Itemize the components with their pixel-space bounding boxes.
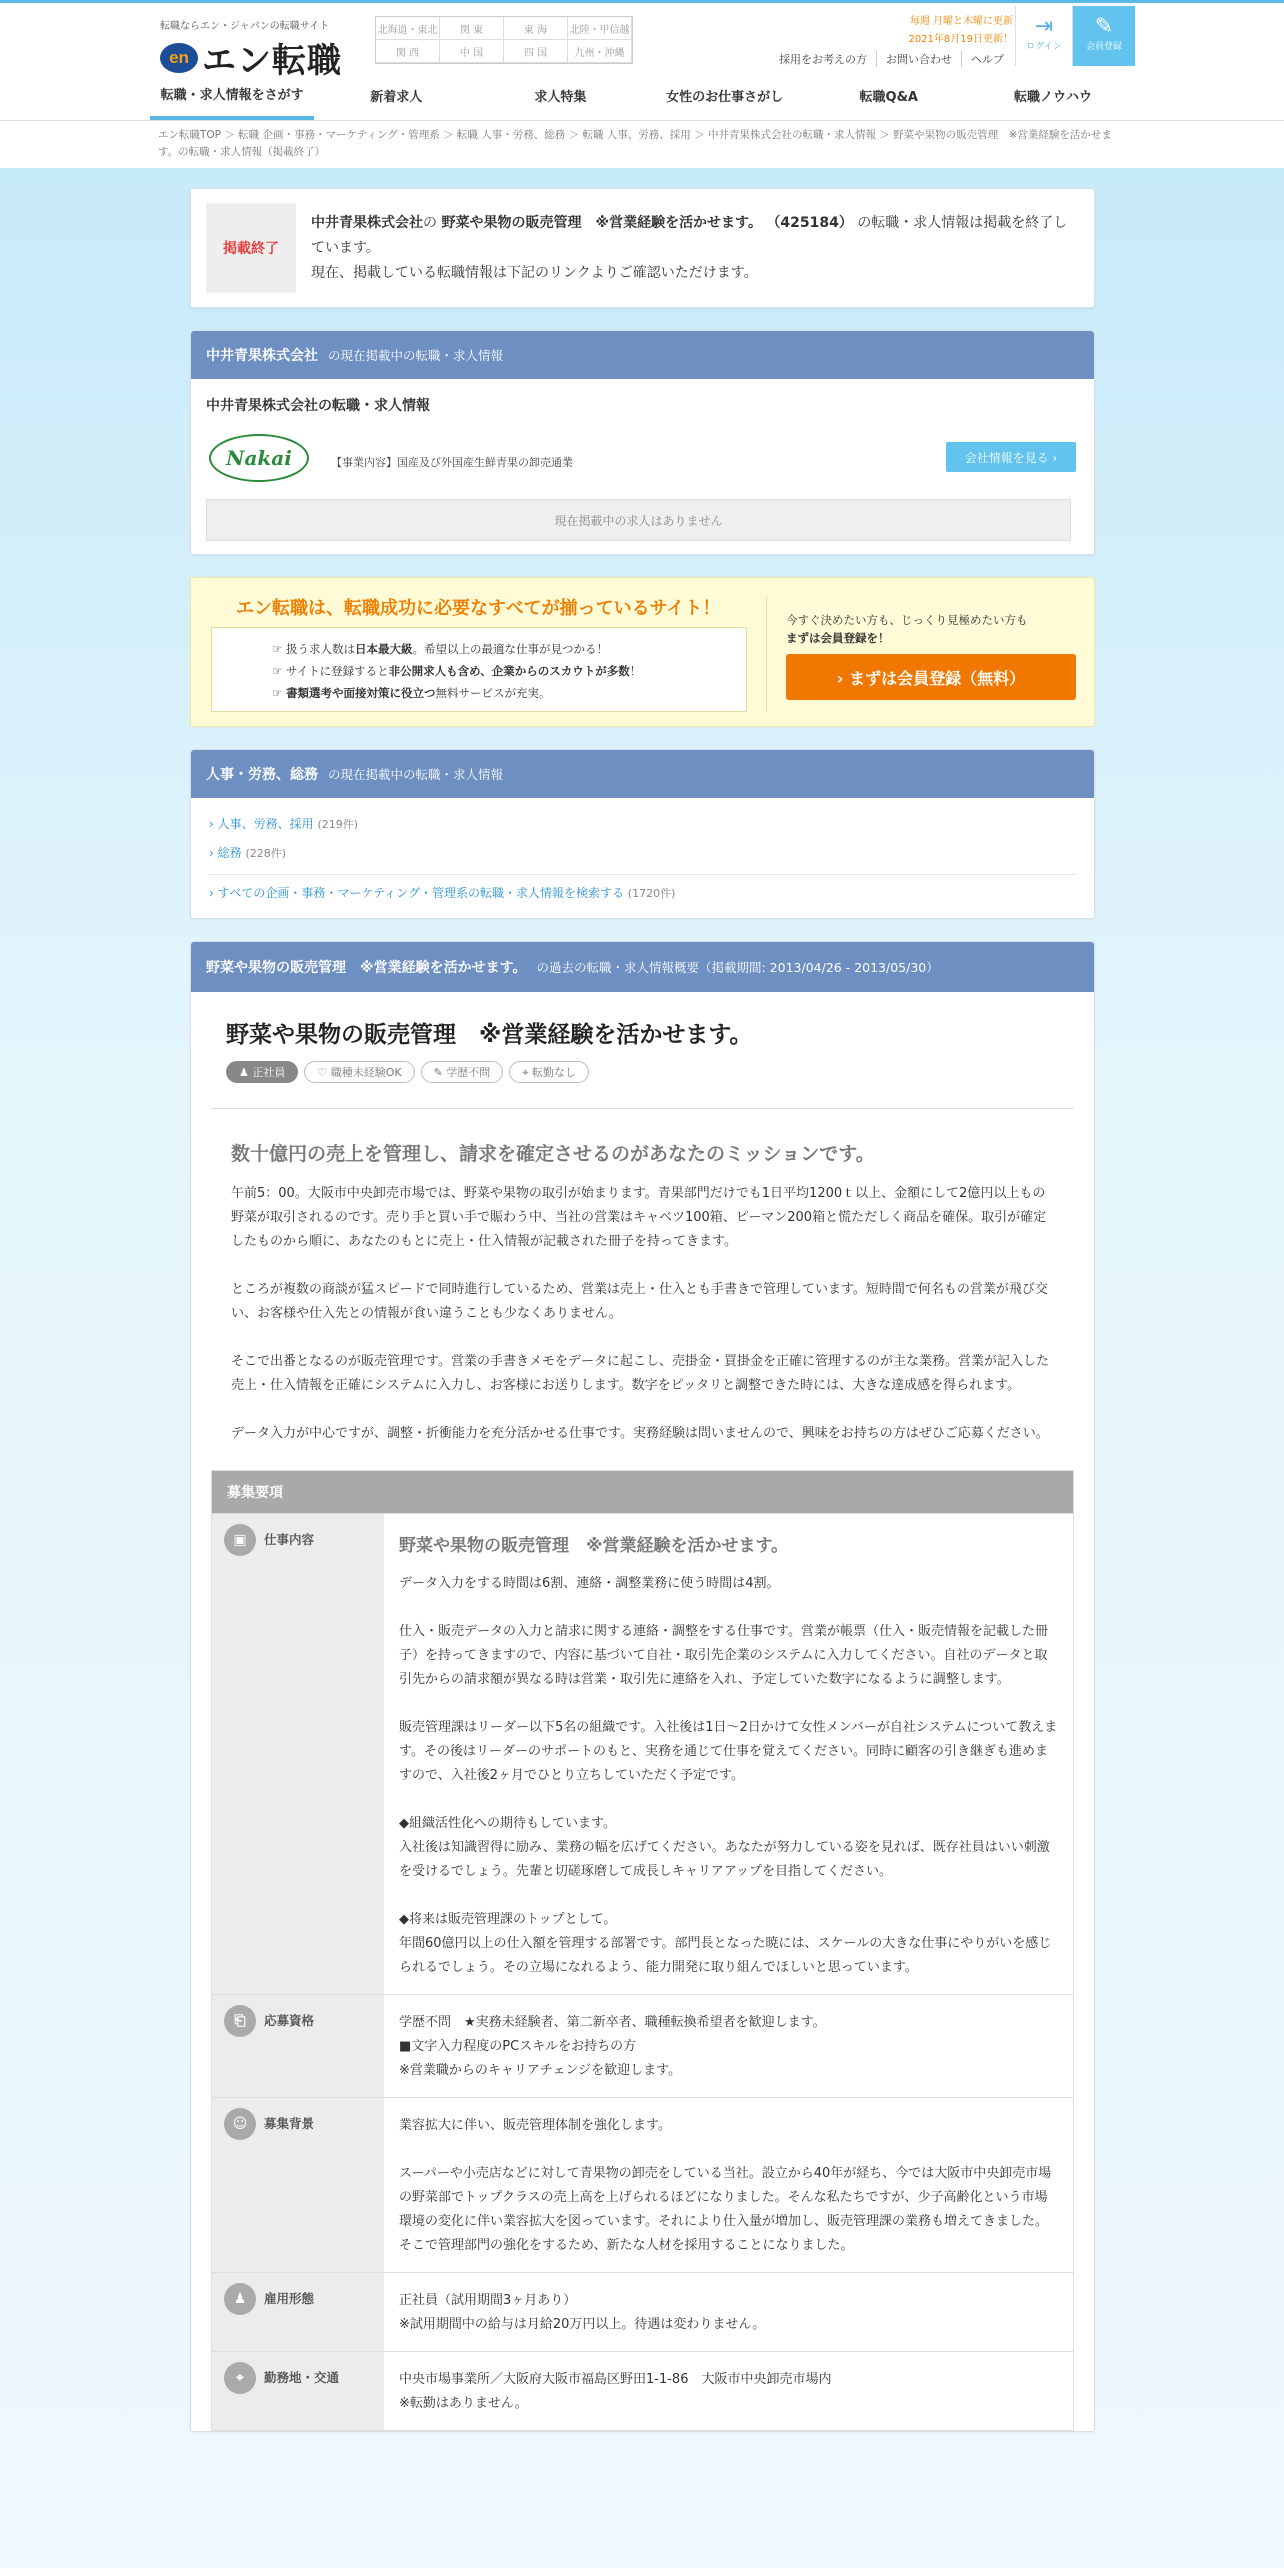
site-header	[0, 3, 1284, 81]
promo-item: ☞ サイトに登録すると非公開求人も含め、企業からのスカウトが多数！	[272, 664, 642, 678]
promo-item: ☞ 書類選考や面接対策に役立つ無料サービスが充実。	[272, 686, 551, 700]
company-info-button[interactable]: 会社情報を見る ›	[946, 442, 1076, 472]
tag-no-experience: ♡ 職種未経験OK	[304, 1061, 414, 1083]
en-logo-icon: en	[160, 43, 198, 73]
ended-message: 中井青果株式会社の 野菜や果物の販売管理 ※営業経験を活かせます。 （425184） の転職・求人情報は掲載を終了しています。 現在、掲載している転職情報は下記のリンクよりご確認いただけます。	[311, 215, 1068, 281]
requirements-header: 募集要項	[212, 1471, 1073, 1513]
main-nav	[0, 70, 1284, 121]
area-link[interactable]: 九州・沖縄	[568, 40, 632, 63]
ended-notice	[190, 188, 1095, 308]
recruiter-link[interactable]: 採用をお考えの方	[779, 53, 867, 66]
ended-badge: 掲載終了	[206, 203, 296, 293]
area-link[interactable]: 四 国	[504, 40, 568, 63]
company-section-header: 中井青果株式会社 の現在掲載中の転職・求人情報	[191, 331, 1094, 379]
breadcrumb[interactable]: エン転職TOP ＞ 転職 企画・事務・マーケティング・管理系 ＞ 転職 人事・労務、総務 ＞ 転職 人事、労務、採用 ＞ 中井青果株式会社の転職・求人情報 ＞ 野菜や果物の販売管理 ※営業経験を活かせます。の転職・求人情報（掲載終了）	[158, 129, 1112, 158]
company-logo: Nakai	[209, 434, 309, 482]
area-link[interactable]: 北陸・甲信越	[568, 17, 632, 40]
tag-no-transfer: ⌖ 転勤なし	[509, 1061, 589, 1083]
nav-qa[interactable]: 転職Q&A	[859, 89, 918, 105]
register-button[interactable]: ✎ 会員登録	[1073, 6, 1135, 66]
tag-education: ✎ 学歴不問	[421, 1061, 504, 1083]
nav-new-jobs[interactable]: 新着求人	[370, 89, 423, 105]
hr-jobs-card	[190, 749, 1095, 919]
no-jobs-message: 現在掲載中の求人はありません	[206, 499, 1071, 541]
tag-fulltime: ♟ 正社員	[226, 1061, 298, 1083]
job-overview-card	[190, 941, 1095, 2432]
all-jobs-link[interactable]: › すべての企画・事務・マーケティング・管理系の転職・求人情報を検索する (1720件)	[209, 886, 676, 900]
job-description: 午前5：00。大阪市中央卸売市場では、野菜や果物の取引が始まります。青果部門だけでも1日平均1200ｔ以上、金額にして2億円以上もの野菜が取引されるのです。売り手と買い手で賑わう中、当社の営業はキャベツ100箱、ピーマン200箱と慌ただしく商品を確保。取引が確定したものから順に、あなたのもとに売上・仕入情報が記載された冊子を持ってきます。 ところが複数の商談が猛スピードで同時進行しているため、営業は売上・仕入とも手書きで管理しています。短時間で何名もの営業が飛び交い、お客様や仕入先との情報が食い違うことも少なくありません。 そこで出番となるのが販売管理です。営業の手書きメモをデータに起こし、売掛金・買掛金を正確に管理するのが主な業務。営業が記入した売上・仕入情報を正確にシステムに入力し、お客様にお送りします。数字をピッタリと調整できた時には、大きな達成感を得られます。 データ入力が中心ですが、調整・折衝能力を充分活かせる仕事です。実務経験は問いませんので、興味をお持ちの方はぜひご応募ください。	[231, 1186, 1049, 1441]
pencil-icon: ✎	[1094, 14, 1114, 39]
job-title: 野菜や果物の販売管理 ※営業経験を活かせます。	[226, 1022, 753, 1048]
logo-name: エン転職	[202, 41, 342, 81]
req-row-background: ☺ 募集背景 業容拡大に伴い、販売管理体制を強化します。 スーパーや小売店などに対して青果物の卸売をしている当社。設立から40年が経ち、今では大阪市中央卸売市場の野菜部でトップクラスの売上高を上げられるほどになりました。そんな私たちですが、少子高齢化という市場環境の変化に伴い業容拡大を図っています。それにより仕入量が増加し、販売管理課の業務も増えてきました。そこで管理部門の強化をするため、新たな人材を採用することになりました。	[212, 2097, 1073, 2272]
nav-job-search[interactable]: 転職・求人情報をさがす	[150, 70, 314, 120]
briefcase-icon: ▣	[224, 1524, 256, 1556]
promo-title: エン転職は、転職成功に必要なすべてが揃っているサイト！	[236, 598, 721, 619]
hr-link-item[interactable]: › 人事、労務、採用 (219件)	[209, 817, 359, 831]
company-title: 中井青果株式会社の転職・求人情報	[206, 398, 430, 414]
requirements-table	[211, 1470, 1074, 2431]
area-selector	[375, 16, 633, 64]
promo-benefits	[211, 627, 747, 712]
map-pin-icon: ⌖	[224, 2362, 256, 2394]
hr-link-item[interactable]: › 総務 (228件)	[209, 846, 287, 860]
signup-button[interactable]: › まずは会員登録（無料）	[786, 654, 1076, 700]
login-icon: ⇥	[1034, 14, 1054, 39]
area-link[interactable]: 中 国	[440, 40, 504, 63]
req-row-job-content: ▣ 仕事内容 野菜や果物の販売管理 ※営業経験を活かせます。 データ入力をする時間は6割、連絡・調整業務に使う時間は4割。 仕入・販売データの入力と請求に関する連絡・調整をする仕事です。営業が帳票（仕入・販売情報を記載した冊子）を持ってきますので、内容に基づいて自社・取引先企業のシステムに入力してください。自社のデータと取引先からの請求額が異なる時は営業・取引先に連絡を入れ、予定していた数字になるように調整します。 販売管理課はリーダー以下5名の組織です。入社後は1日～2日かけて女性メンバーが自社システムについて教えます。その後はリーダーのサポートのもと、実務を通じて仕事を覚えてください。同時に顧客の引き継ぎも進めますので、入社後2ヶ月でひとり立ちしていただく予定です。 ◆組織活性化への期待もしています。 入社後は知識習得に励み、業務の幅を広げてください。あなたが努力している姿を見れば、既存社員はいい刺激を受けるでしょう。先輩と切磋琢磨して成長しキャリアアップを目指してください。 ◆将来は販売管理課のトップとして。 年間60億円以上の仕入額を管理する部署です。部門長となった暁には、スケールの大きな仕事にやりがいを感じられるでしょう。その立場になれるよう、能力開発に取り組んでほしいと思っています。	[212, 1513, 1073, 1994]
bookmark-icon: ⎗	[224, 2005, 256, 2037]
company-description: 【事業内容】国産及び外国産生鮮青果の卸売通業	[331, 456, 573, 469]
req-row-location: ⌖ 勤務地・交通 中央市場事業所／大阪府大阪市福島区野田1-1-86 大阪市中央卸売市場内 ※転勤はありません。	[212, 2351, 1073, 2430]
login-button[interactable]: ⇥ ログイン	[1015, 6, 1073, 66]
logo-tagline: 転職ならエン・ジャパンの転職サイト	[160, 21, 330, 32]
area-link[interactable]: 関 東	[440, 17, 504, 40]
person-icon: ♟	[224, 2283, 256, 2315]
job-catchcopy: 数十億円の売上を管理し、請求を確定させるのがあなたのミッションです。	[231, 1143, 875, 1165]
hr-section-header: 人事・労務、総務 の現在掲載中の転職・求人情報	[191, 750, 1094, 798]
update-info: 毎週 月曜と木曜に更新 2021年8月19日更新！	[908, 16, 1013, 45]
header-links	[770, 51, 1013, 67]
area-link[interactable]: 関 西	[376, 40, 440, 63]
req-row-qualifications: ⎗ 応募資格 学歴不問 ★実務未経験者、第二新卒者、職種転換希望者を歓迎します。 ■文字入力程度のPCスキルをお持ちの方 ※営業職からのキャリアチェンジを歓迎します。	[212, 1994, 1073, 2097]
promo-box	[190, 577, 1095, 727]
req-row-employment: ♟ 雇用形態 正社員（試用期間3ヶ月あり） ※試用期間中の給与は月給20万円以上。待遇は変わりません。	[212, 2272, 1073, 2351]
promo-divider	[766, 596, 767, 711]
job-tags	[226, 1061, 1074, 1083]
main-content	[190, 188, 1095, 2432]
area-link[interactable]: 北海道・東北	[376, 17, 440, 40]
contact-link[interactable]: お問い合わせ	[876, 51, 961, 67]
company-jobs-card	[190, 330, 1095, 555]
nav-women-jobs[interactable]: 女性のお仕事さがし	[666, 89, 784, 105]
nav-knowhow[interactable]: 転職ノウハウ	[1013, 89, 1092, 105]
nav-features[interactable]: 求人特集	[534, 89, 587, 105]
promo-cta-text: 今すぐ決めたい方も、じっくり見極めたい方も まずは会員登録を！	[786, 613, 1028, 645]
job-section-header: 野菜や果物の販売管理 ※営業経験を活かせます。 の過去の転職・求人情報概要（掲載期間: 2013/04/26 - 2013/05/30）	[191, 942, 1094, 992]
people-icon: ☺	[224, 2108, 256, 2140]
area-link[interactable]: 東 海	[504, 17, 568, 40]
promo-item: ☞ 扱う求人数は日本最大級。希望以上の最適な仕事が見つかる！	[272, 642, 608, 656]
help-link[interactable]: ヘルプ	[961, 51, 1013, 67]
